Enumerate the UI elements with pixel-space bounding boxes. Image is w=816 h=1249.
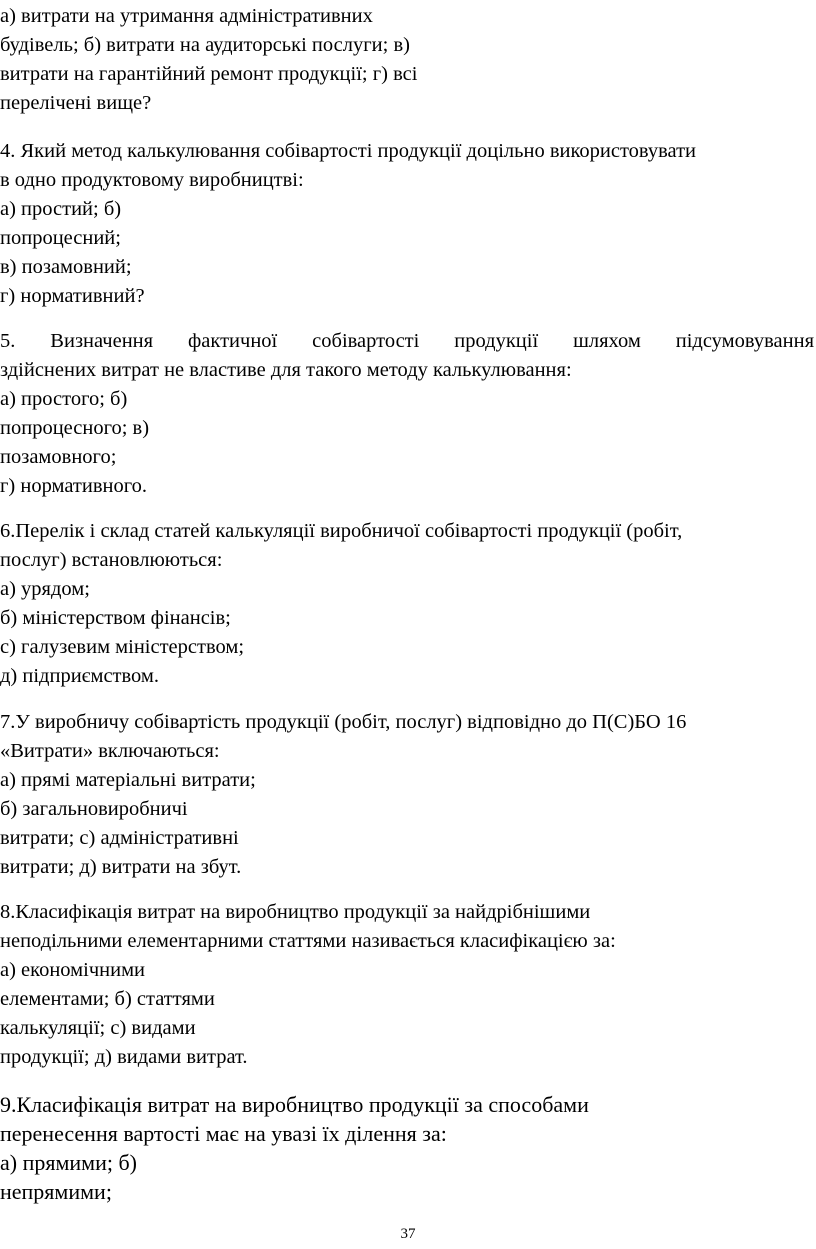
answer-option: а) простий; б) xyxy=(0,198,122,220)
answer-option: позамовного; xyxy=(0,446,117,468)
answer-option: продукції; д) видами витрат. xyxy=(0,1046,248,1068)
answer-option: витрати; с) адміністративні xyxy=(0,827,239,849)
question-text: здійснених витрат не властиве для такого методу калькулювання: xyxy=(0,359,572,381)
text-line: будівель; б) витрати на аудиторські послуги; в) xyxy=(0,34,410,56)
text-line: витрати на гарантійний ремонт продукції; г) всі xyxy=(0,63,418,85)
question-text: 6.Перелік і склад статей калькуляції виробничої собівартості продукції (робіт, xyxy=(0,520,683,542)
question-4 xyxy=(0,137,816,311)
page-number: 37 xyxy=(400,1226,416,1242)
answer-option: г) нормативного. xyxy=(0,475,148,497)
question-7 xyxy=(0,708,816,882)
question-text: неподільними елементарними статтями називається класифікацією за: xyxy=(0,930,616,952)
question-text: перенесення вартості має на увазі їх ділення за: xyxy=(0,1121,447,1146)
answer-option: а) урядом; xyxy=(0,578,90,600)
question-text: в одно продуктовому виробництві: xyxy=(0,169,304,191)
answer-option: с) галузевим міністерством; xyxy=(0,636,245,658)
text-line: перелічені вище? xyxy=(0,92,152,114)
answer-option: б) загальновиробничі xyxy=(0,798,188,820)
answer-option: непрямими; xyxy=(0,1179,112,1204)
question-text: 8.Класифікація витрат на виробництво продукції за найдрібнішими xyxy=(0,901,591,923)
answer-option: а) економічними xyxy=(0,959,146,981)
question-text: 9.Класифікація витрат на виробництво продукції за способами xyxy=(0,1092,589,1117)
question-text: «Витрати» включаються: xyxy=(0,740,220,762)
text-line: а) витрати на утримання адміністративних xyxy=(0,5,373,27)
question-6 xyxy=(0,517,816,691)
question-text: послуг) встановлюються: xyxy=(0,549,223,571)
answer-option: а) прямими; б) xyxy=(0,1150,138,1175)
answer-option: д) підприємством. xyxy=(0,665,159,687)
question-9 xyxy=(0,1090,816,1206)
answer-option: а) прямі матеріальні витрати; xyxy=(0,769,256,791)
question-text: 7.У виробничу собівартість продукції (робіт, послуг) відповідно до П(С)БО 16 xyxy=(0,711,687,733)
answer-option: г) нормативний? xyxy=(0,285,145,307)
answer-option: а) простого; б) xyxy=(0,388,128,410)
answer-option: в) позамовний; xyxy=(0,256,132,278)
question-5 xyxy=(0,327,816,501)
answer-option: б) міністерством фінансів; xyxy=(0,607,231,629)
answer-option: калькуляції; с) видами xyxy=(0,1017,196,1039)
answer-option: попроцесний; xyxy=(0,227,121,249)
question-text: 5. Визначення фактичної собівартості продукції шляхом підсумовування xyxy=(0,330,814,352)
answer-option: елементами; б) статтями xyxy=(0,988,215,1010)
answer-option: попроцесного; в) xyxy=(0,417,150,439)
question-text: 4. Який метод калькулювання собівартості продукції доцільно використовувати xyxy=(0,140,697,162)
question-8 xyxy=(0,898,816,1072)
answer-option: витрати; д) витрати на збут. xyxy=(0,856,242,878)
answer-options-fragment xyxy=(0,2,816,118)
